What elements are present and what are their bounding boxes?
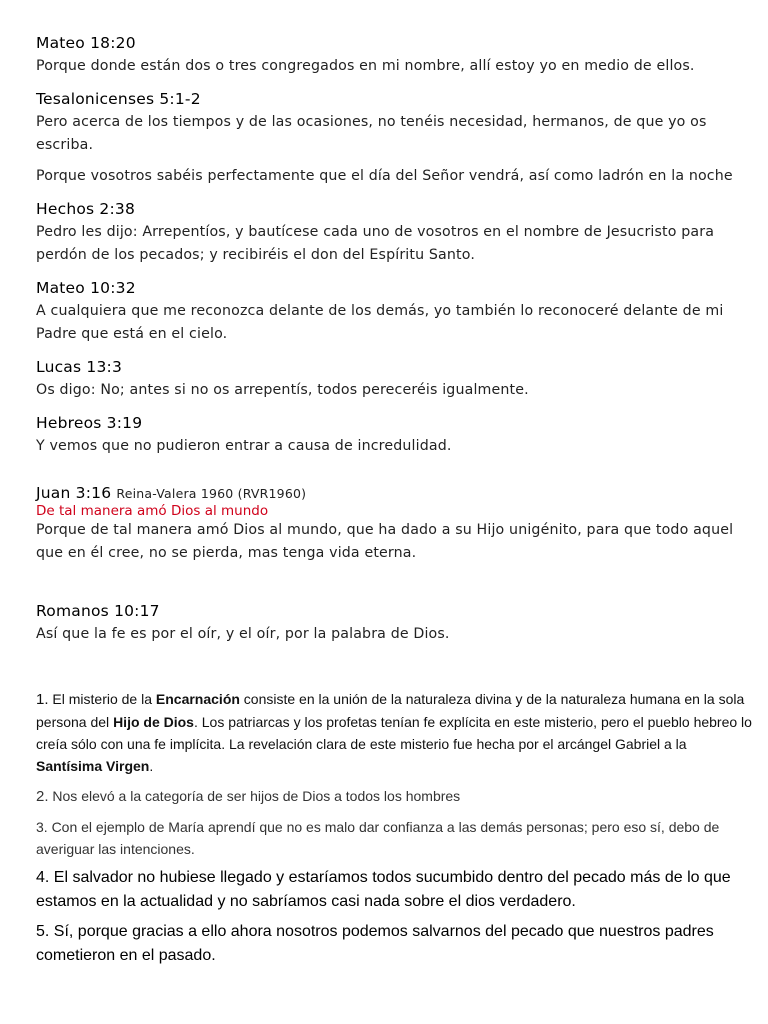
answer-1 [36, 688, 752, 777]
verse-reference: Hechos 2:38 [36, 200, 136, 218]
answer-3: 3. Con el ejemplo de María aprendí que no es malo dar confianza a las demás personas; pero eso sí, debo de averiguar las intenciones. [36, 819, 720, 857]
verse-reference: Tesalonicenses 5:1-2 [36, 90, 201, 108]
verse-block [36, 600, 752, 646]
answer-2 [36, 785, 752, 808]
answer-bold-term: Santísima Virgen [36, 758, 150, 774]
verse-reference: Hebreos 3:19 [36, 414, 143, 432]
verse-block [36, 88, 752, 188]
answer-bold-term: Encarnación [155, 691, 240, 707]
verse-reference: Mateo 10:32 [36, 279, 136, 297]
verse-text: Pedro les dijo: Arrepentíos, y bautícese cada uno de vosotros en el nombre de Jesucristo para perdón de los pecados; y recibiréis el don del Espíritu Santo. [36, 224, 715, 263]
verse-reference [36, 484, 752, 503]
answer-text: . [149, 758, 154, 774]
verse-block [36, 356, 752, 402]
answer-4 [36, 866, 752, 914]
verse-text-continued: Porque vosotros sabéis perfectamente que el día del Señor vendrá, así como ladrón en la noche [36, 168, 733, 184]
answer-text: El salvador no hubiese llegado y estaríamos todos sucumbido dentro del pecado más de lo que estamos en la actualidad y no sabríamos casi nada sobre el dios verdadero. [36, 869, 731, 910]
answer-number: 4. [36, 869, 50, 886]
answer-text: El misterio de la [48, 691, 156, 707]
verse-reference: Romanos 10:17 [36, 602, 160, 620]
verse-reference: Lucas 13:3 [36, 358, 123, 376]
verse-text: Y vemos que no pudieron entrar a causa de incredulidad. [36, 438, 452, 454]
verse-reference: Mateo 18:20 [36, 34, 136, 52]
juan-reference: Juan 3:16 [36, 484, 112, 502]
verse-subtitle: De tal manera amó Dios al mundo [36, 503, 269, 519]
verse-text: Así que la fe es por el oír, y el oír, por la palabra de Dios. [36, 626, 450, 642]
verse-text: Pero acerca de los tiempos y de las ocasiones, no tenéis necesidad, hermanos, de que yo os escriba. [36, 114, 707, 153]
answer-number: 2. [36, 788, 49, 805]
verse-text: A cualquiera que me reconozca delante de los demás, yo también lo reconoceré delante de mi Padre que está en el cielo. [36, 303, 724, 342]
answer-text: consiste en la unión de la naturaleza divina y de la naturaleza humana en la sola persona del [36, 691, 745, 730]
bible-version: Reina-Valera 1960 (RVR1960) [116, 486, 307, 501]
answer-number: 1. [36, 691, 49, 708]
answer-text: Nos elevó a la categoría de ser hijos de Dios a todos los hombres [48, 788, 461, 804]
juan-block [36, 484, 752, 565]
verse-block [36, 412, 752, 458]
answer-bold-term: Hijo de Dios [113, 714, 194, 730]
verse-block [36, 198, 752, 267]
answer-5: 5. Sí, porque gracias a ello ahora nosotros podemos salvarnos del pecado que nuestros padres cometieron en el pasado. [36, 923, 714, 964]
verse-block [36, 32, 752, 78]
answer-text: . Los patriarcas y los profetas tenían fe explícita en este misterio, pero el pueblo hebreo lo creía sólo con una fe implícita. La revelación clara de este misterio fue hecha por el arcángel Gabriel a la [36, 714, 752, 752]
verse-block [36, 277, 752, 346]
verse-text: Porque donde están dos o tres congregados en mi nombre, allí estoy yo en medio de ellos. [36, 58, 695, 74]
document-page [36, 32, 752, 968]
verse-text: Os digo: No; antes si no os arrepentís, todos pereceréis igualmente. [36, 382, 529, 398]
verse-text: Porque de tal manera amó Dios al mundo, que ha dado a su Hijo unigénito, para que todo aquel que en él cree, no se pierda, mas tenga vida eterna. [36, 522, 734, 561]
